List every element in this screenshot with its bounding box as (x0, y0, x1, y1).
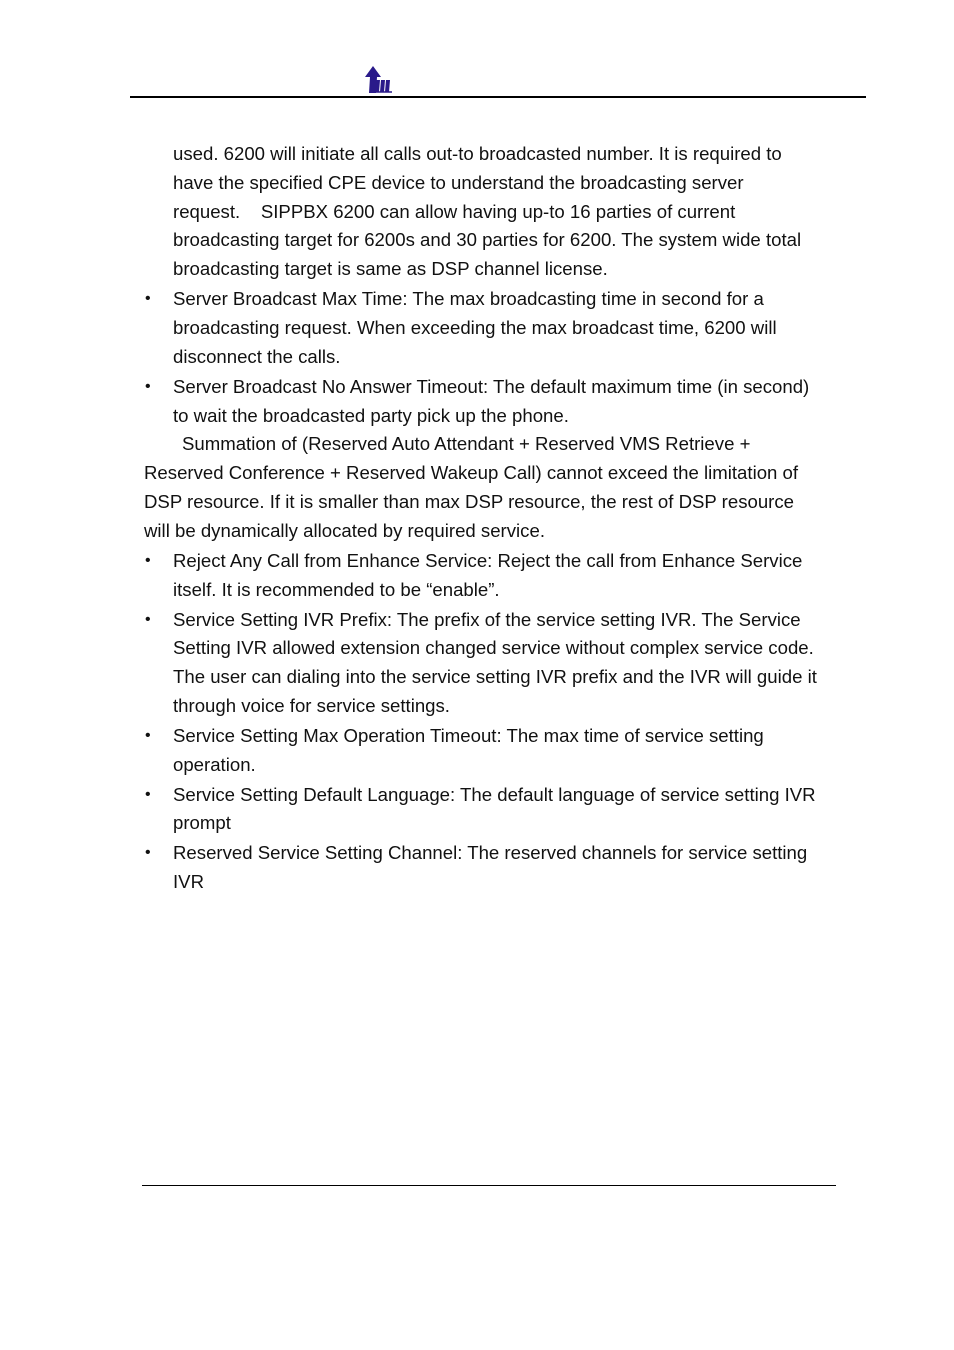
bullet-icon: • (145, 844, 151, 862)
list-item (144, 606, 824, 721)
list-item (144, 373, 824, 431)
list-item (144, 285, 824, 371)
list-item (144, 547, 824, 605)
bullet-icon: • (145, 377, 151, 395)
list-item (144, 839, 824, 897)
bullet-icon: • (145, 290, 151, 308)
list-item-text: Service Setting Max Operation Timeout: The max time of service setting operation. (173, 724, 764, 775)
list-item (144, 781, 824, 839)
bullet-icon: • (145, 610, 151, 628)
footer-rule (142, 1185, 836, 1186)
bullet-icon: • (145, 551, 151, 569)
list-item-text: Server Broadcast Max Time: The max broadcasting time in second for a broadcasting request. When exceeding the max broadcast time, 6200 will disconnect the calls. (173, 288, 777, 367)
list-item-text: Service Setting IVR Prefix: The prefix of the service setting IVR. The Service Setting IVR allowed extension changed service without complex service code. The user can dialing into the service setting IVR prefix and the IVR will guide it through voice for service settings. (173, 608, 817, 716)
summation-paragraph: Summation of (Reserved Auto Attendant + Reserved VMS Retrieve + Reserved Conference + Reserved Wakeup Call) cannot exceed the limitation of DSP resource. If it is smaller than max DSP resource, the rest of DSP resource will be dynamically allocated by required service. (144, 433, 799, 541)
list-item-text: Service Setting Default Language: The default language of service setting IVR prompt (173, 783, 816, 834)
list-item-text: Server Broadcast No Answer Timeout: The default maximum time (in second) to wait the broadcasted party pick up the phone. (173, 375, 810, 426)
bullet-icon: • (145, 726, 151, 744)
bullet-icon: • (145, 785, 151, 803)
list-item (144, 722, 824, 780)
continuation-paragraph: used. 6200 will initiate all calls out-to broadcasted number. It is required to have the specified CPE device to understand the broadcasting server request. SIPPBX 6200 can allow having up-to 16 parties of current broadcasting target for 6200s and 30 parties for 6200. The system wide total broadcasting target is same as DSP channel license. (173, 143, 802, 280)
company-logo (364, 66, 394, 94)
list-item-text: Reserved Service Setting Channel: The reserved channels for service setting IVR (173, 842, 808, 893)
list-item-text: Reject Any Call from Enhance Service: Reject the call from Enhance Service itself. It is recommended to be “enable”. (173, 549, 803, 600)
header-rule (130, 96, 866, 98)
document-body (144, 140, 824, 897)
